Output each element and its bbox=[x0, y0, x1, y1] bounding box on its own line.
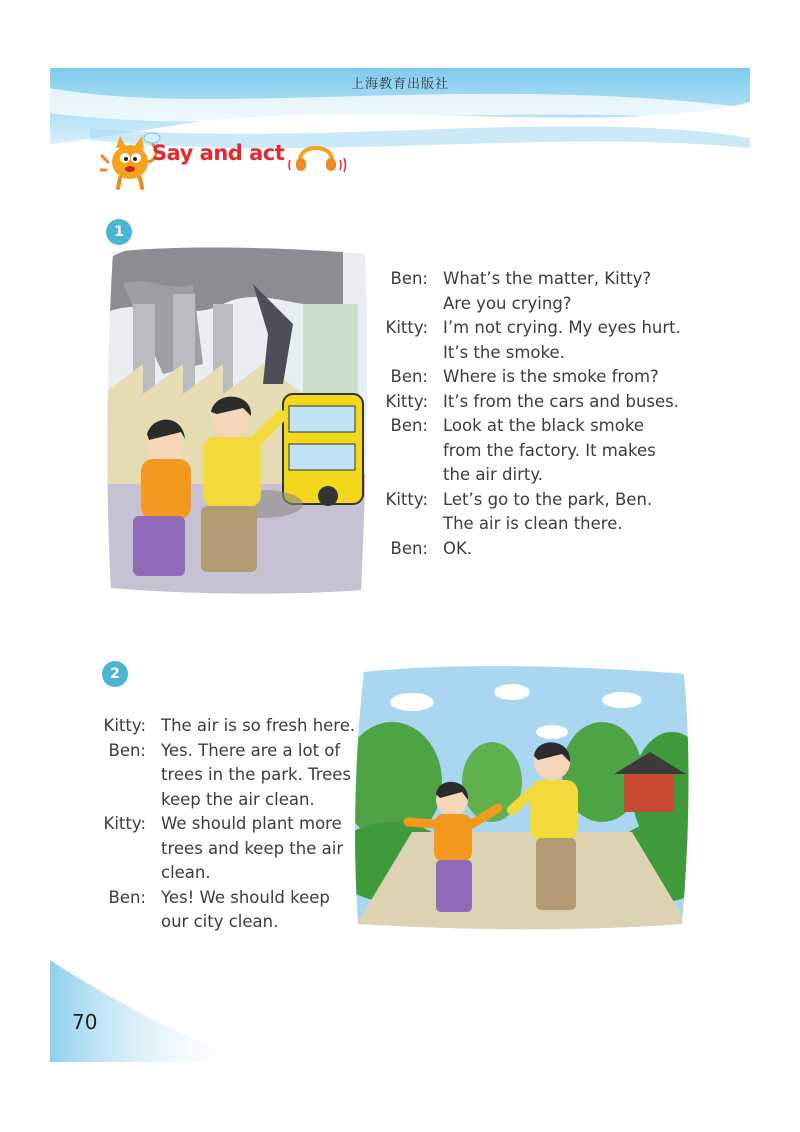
speaker-label: Ben: bbox=[108, 740, 146, 760]
utterance-text: Yes. There are a lot of bbox=[161, 740, 341, 760]
utterance-text: Yes! We should keep bbox=[161, 887, 330, 907]
dialogue-line bbox=[378, 512, 698, 537]
dialogue-line bbox=[96, 861, 366, 886]
utterance-text: Let’s go to the park, Ben. bbox=[443, 489, 653, 509]
utterance-text: The air is so fresh here. bbox=[161, 716, 356, 735]
dialogue-line bbox=[378, 439, 698, 464]
publisher-label: 上海教育出版社 bbox=[350, 77, 449, 92]
speaker-label: Ben: bbox=[108, 887, 146, 907]
utterance-text: Look at the black smoke bbox=[443, 416, 644, 435]
dialogue-line bbox=[96, 837, 366, 862]
utterance-text: We should plant more bbox=[161, 814, 342, 833]
utterance-text: I’m not crying. My eyes hurt. bbox=[443, 318, 681, 337]
factory-smoke-illustration bbox=[103, 244, 370, 596]
speaker-label: Ben: bbox=[390, 538, 428, 558]
dialogue-1 bbox=[378, 267, 698, 561]
dialogue-line bbox=[378, 267, 698, 292]
utterance-text: our city clean. bbox=[161, 912, 279, 931]
dialogue-line bbox=[378, 341, 698, 366]
part-2-badge: 2 bbox=[102, 661, 128, 687]
dialogue-line bbox=[96, 739, 366, 764]
utterance-text: keep the air clean. bbox=[161, 789, 315, 809]
dialogue-line bbox=[96, 910, 366, 935]
utterance-text: It’s the smoke. bbox=[443, 342, 565, 362]
speaker-label: Ben: bbox=[390, 269, 428, 288]
page-number: 70 bbox=[72, 1010, 98, 1034]
dialogue-line bbox=[378, 414, 698, 439]
utterance-text: from the factory. It makes bbox=[443, 440, 656, 460]
dialogue-line bbox=[378, 463, 698, 488]
section-title: Say and act bbox=[152, 141, 285, 165]
speaker-label: Kitty: bbox=[385, 391, 428, 411]
utterance-text: OK. bbox=[443, 538, 473, 558]
dialogue-line bbox=[378, 390, 698, 415]
speaker-label: Ben: bbox=[390, 367, 428, 386]
speaker-label: Kitty: bbox=[385, 489, 428, 509]
utterance-text: What’s the matter, Kitty? bbox=[443, 269, 652, 288]
headphones-icon bbox=[288, 140, 348, 174]
utterance-text: Are you crying? bbox=[443, 293, 572, 313]
dialogue-line bbox=[96, 788, 366, 813]
part-1-badge: 1 bbox=[106, 219, 132, 245]
dialogue-line bbox=[96, 886, 366, 911]
dialogue-line bbox=[378, 365, 698, 390]
dialogue-line bbox=[96, 812, 366, 837]
utterance-text: It’s from the cars and buses. bbox=[443, 391, 680, 411]
utterance-text: Where is the smoke from? bbox=[443, 367, 659, 386]
utterance-text: the air dirty. bbox=[443, 465, 544, 484]
dialogue-line bbox=[378, 292, 698, 317]
dialogue-2 bbox=[96, 714, 366, 935]
park-illustration bbox=[352, 662, 692, 932]
utterance-text: The air is clean there. bbox=[443, 514, 623, 533]
utterance-text: trees and keep the air bbox=[161, 838, 344, 858]
dialogue-line bbox=[378, 316, 698, 341]
speaker-label: Ben: bbox=[390, 416, 428, 435]
dialogue-line bbox=[378, 488, 698, 513]
dialogue-line bbox=[96, 763, 366, 788]
dialogue-line bbox=[378, 537, 698, 562]
speaker-label: Kitty: bbox=[385, 318, 428, 337]
speaker-label: Kitty: bbox=[103, 716, 146, 735]
speaker-label: Kitty: bbox=[103, 814, 146, 833]
utterance-text: clean. bbox=[161, 863, 211, 882]
dialogue-line bbox=[96, 714, 366, 739]
utterance-text: trees in the park. Trees bbox=[161, 765, 352, 784]
